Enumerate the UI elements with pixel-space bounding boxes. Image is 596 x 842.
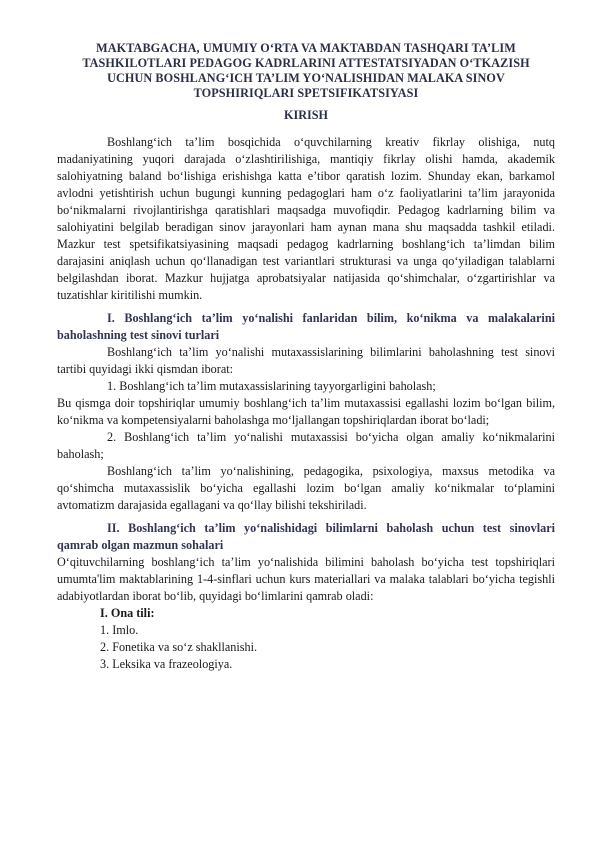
- section-1-heading: I. Boshlang‘ich ta’lim yo‘nalishi fanlaridan bilim, ko‘nikma va malakalarini baholashning test sinovi turlari: [57, 311, 555, 342]
- document-title: [57, 41, 555, 101]
- title-line: UCHUN BOSHLANG‘ICH TA’LIM YO‘NALISHIDAN MALAKA SINOV: [107, 71, 505, 85]
- subject-title: I. Ona tili:: [100, 606, 155, 620]
- section-1-paragraph: Boshlang‘ich ta’lim yo‘nalishining, pedagogika, psixologiya, maxsus metodika va qo‘shimcha mutaxassislik bo‘yicha egallashi lozim bo‘lgan amaliy ko‘nikmalar to‘plamini avtomatizm darajasida egallagani va qo‘llay bilishi tekshiriladi.: [57, 464, 555, 512]
- section-heading-kirish: KIRISH: [283, 108, 329, 122]
- section-2-heading: II. Boshlang‘ich ta’lim yo‘nalishidagi bilimlarni baholash uchun test sinovlari qamrab olgan mazmun sohalari: [57, 521, 555, 552]
- section-1-paragraph: Boshlang‘ich ta’lim yo‘nalishi mutaxassislarining bilimlarini baholashning test sinovi tartibi quyidagi ikki qismdan iborat:: [57, 345, 555, 376]
- subject-list-item: 3. Leksika va frazeologiya.: [100, 657, 233, 671]
- subject-list-item: 2. Fonetika va so‘z shakllanishi.: [100, 640, 258, 654]
- subject-list: [57, 605, 555, 673]
- title-line: TOPSHIRIQLARI SPETSIFIKATSIYASI: [193, 86, 419, 100]
- intro-paragraph: Boshlang‘ich ta’lim bosqichida o‘quvchilarning kreativ fikrlay olishiga, nutq madaniyatining yuqori darajada o‘zlashtirilishiga, mantiqiy fikrlay olishi hamda, akademik salohiyatning baland bo‘lishiga erishishga katta e’tibor qaratish lozim. Shunday ekan, barkamol avlodni yetishtirish uchun bugungi kunning pedagoglari ham o‘z faoliyatlarini ta’lim jarayonida bo‘nikmalarni rivojlantirishga qaratishlari maqsadga muvofiqdir. Pedagog kadrlarning bilim va salohiyatini belgilab beradigan sinov jarayonlari ham aynan mana shu maqsadda tashkil etiladi. Mazkur test spetsifikatsiyasining maqsadi pedagog kadrlarning boshlang‘ich ta’limdan bilim darajasini aniqlash uchun qo‘llanadigan test variantlari strukturasi va unga qo‘yiladigan talablarni belgilashdan iborat. Mazkur hujjatga aprobatsiyalar natijasida qo‘shimchalar, o‘zgartirishlar va tuzatishlar kiritilishi mumkin.: [57, 135, 555, 302]
- title-line: TASHKILOTLARI PEDAGOG KADRLARINI ATTESTATSIYADAN O‘TKAZISH: [82, 56, 530, 70]
- subject-list-item: 1. Imlo.: [100, 623, 139, 637]
- section-2-paragraph: O‘qituvchilarning boshlang‘ich ta’lim yo‘nalishida bilimini baholash bo‘yicha test topshiriqlari umumta'lim maktablarining 1-4-sinflari uchun kurs materiallari va malaka talablari bo‘yicha tegishli adabiyotlardan iborat bo‘lib, quyidagi bo‘limlarini qamrab oladi:: [57, 555, 555, 603]
- title-line: MAKTABGACHA, UMUMIY O‘RTA VA MAKTABDAN TASHQARI TA’LIM: [96, 41, 516, 55]
- section-1-list-item: 2. Boshlang‘ich ta’lim yo‘nalishi mutaxassisi bo‘yicha olgan amaliy ko‘nikmalarini baholash;: [57, 430, 555, 461]
- section-1-list-item: 1. Boshlang‘ich ta’lim mutaxassislarining tayyorgarligini baholash;: [107, 379, 436, 393]
- section-1-paragraph: Bu qismga doir topshiriqlar umumiy boshlang‘ich ta’lim mutaxassisi egallashi lozim bo‘lgan bilim, ko‘nikma va kompetensiyalarni baholashga mo‘ljallangan topshiriqlardan iborat bo‘ladi;: [57, 396, 555, 427]
